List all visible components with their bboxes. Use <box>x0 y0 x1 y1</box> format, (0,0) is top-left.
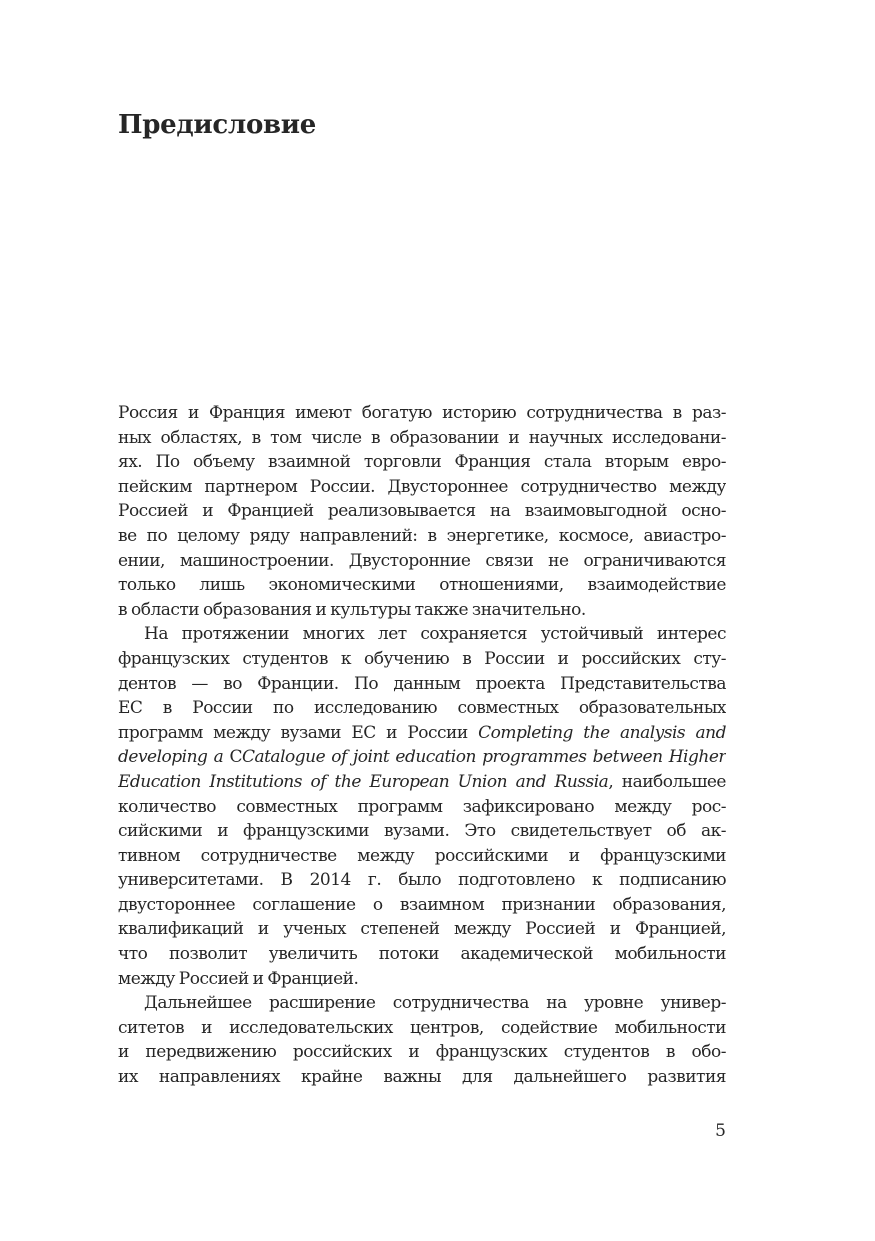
text-line <box>118 721 726 746</box>
text-line: их направлениях крайне важны для дальнейшего развития <box>118 1067 726 1088</box>
text-line: квалификаций и ученых степеней между Россией и Францией, <box>118 919 726 940</box>
text-line <box>118 770 726 795</box>
text-line: между Россией и Францией. <box>118 968 359 989</box>
body-text <box>118 401 726 1090</box>
text-line: Россией и Францией реализовывается на взаимовыгодной осно- <box>118 501 726 522</box>
text-fragment: C <box>229 747 242 768</box>
text-line: и передвижению российских и французских студентов в обо- <box>118 1042 726 1063</box>
text-line: тивном сотрудничестве между российскими и французскими <box>118 845 726 866</box>
text-fragment-italic: Completing the analysis and <box>478 722 726 743</box>
text-fragment-italic: Catalogue of joint education programmes between Higher <box>241 747 726 768</box>
page-title: Предисловие <box>118 110 316 140</box>
text-line: Дальнейшее расширение сотрудничества на уровне универ- <box>144 993 726 1014</box>
text-fragment: , наибольшее <box>608 771 726 792</box>
text-line: только лишь экономическими отношениями, взаимодействие <box>118 575 726 596</box>
text-line <box>118 745 726 770</box>
text-line: пейским партнером России. Двустороннее сотрудничество между <box>118 476 726 497</box>
text-line: ных областях, в том числе в образовании и научных исследовани- <box>118 427 726 448</box>
text-line: Россия и Франция имеют богатую историю сотрудничества в раз- <box>118 403 726 423</box>
text-line: На протяжении многих лет сохраняется устойчивый интерес <box>144 624 726 645</box>
text-line: что позволит увеличить потоки академической мобильности <box>118 944 726 965</box>
text-line: двустороннее соглашение о взаимном признании образования, <box>118 894 726 915</box>
text-line: сийскими и французскими вузами. Это свидетельствует об ак- <box>118 821 726 842</box>
text-fragment-italic: developing a <box>118 747 224 768</box>
text-line: в области образования и культуры также значительно. <box>118 599 586 620</box>
text-line: ве по целому ряду направлений: в энергетике, космосе, авиастро- <box>118 525 726 546</box>
text-line: французских студентов к обучению в России и российских сту- <box>118 648 726 669</box>
text-line: количество совместных программ зафиксировано между рос- <box>118 796 726 817</box>
text-line: ях. По объему взаимной торговли Франция стала вторым евро- <box>118 452 726 473</box>
text-line: ЕС в России по исследованию совместных образовательных <box>118 698 726 719</box>
text-line: ении, машиностроении. Двусторонние связи не ограничиваются <box>118 550 726 571</box>
text-fragment-italic: Education Institutions of the European Union and Russia <box>118 771 609 792</box>
text-fragment: программ между вузами ЕС и России <box>118 722 468 743</box>
text-line: дентов — во Франции. По данным проекта Представительства <box>118 673 726 694</box>
text-line: ситетов и исследовательских центров, содействие мобильности <box>118 1017 726 1038</box>
text-line: университетами. В 2014 г. было подготовлено к подписанию <box>118 870 726 891</box>
page-number: 5 <box>715 1121 726 1141</box>
